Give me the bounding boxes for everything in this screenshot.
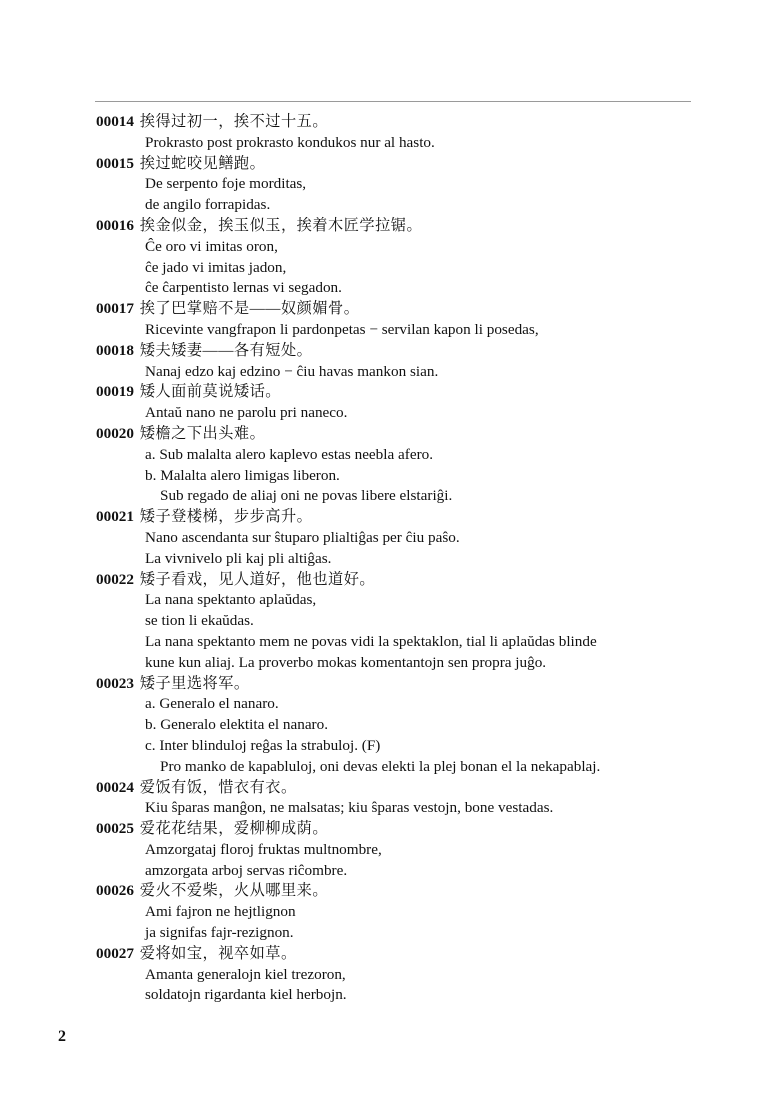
esperanto-translation-line: La vivnivelo pli kaj pli altiĝas.	[145, 549, 332, 567]
entry-number: 00026	[96, 882, 134, 900]
proverb-entry	[96, 819, 696, 881]
chinese-proverb: 矮子登楼梯，步步高升。	[139, 508, 313, 526]
proverb-entry	[96, 424, 696, 507]
esperanto-translation-line: Prokrasto post prokrasto kondukos nur al hasto.	[145, 133, 435, 151]
esperanto-translation-line: de angilo forrapidas.	[145, 196, 271, 214]
entry-heading	[96, 674, 696, 695]
entry-number: 00019	[96, 383, 134, 401]
esperanto-translation-line: La nana spektanto mem ne povas vidi la spektaklon, tial li aplaŭdas blinde	[145, 632, 597, 650]
chinese-proverb: 挨金似金，挨玉似玉，挨着木匠学拉锯。	[139, 216, 423, 234]
entry-number: 00022	[96, 570, 134, 588]
proverb-entry	[96, 216, 696, 299]
page-number: 2	[58, 1028, 66, 1045]
proverb-entry	[96, 341, 696, 383]
esperanto-translation-line: Amanta generalojn kiel trezoron,	[145, 965, 346, 983]
chinese-proverb: 爱火不爱柴，火从哪里来。	[139, 882, 329, 900]
entry-heading	[96, 299, 696, 320]
esperanto-translation-line: a. Generalo el nanaro.	[145, 695, 279, 713]
entry-heading	[96, 112, 696, 133]
chinese-proverb: 爱花花结果，爱柳柳成荫。	[139, 820, 329, 838]
esperanto-translation-line: La nana spektanto aplaŭdas,	[145, 591, 317, 609]
esperanto-translation-line: Sub regado de aliaj oni ne povas libere elstariĝi.	[160, 487, 453, 505]
entry-number: 00027	[96, 944, 134, 962]
entry-heading	[96, 216, 696, 237]
chinese-proverb: 矮檐之下出头难。	[139, 424, 266, 442]
chinese-proverb: 爱将如宝，视卒如草。	[139, 944, 297, 962]
esperanto-translation-line: Ricevinte vangfrapon li pardonpetas − servilan kapon li posedas,	[145, 320, 539, 338]
esperanto-translation-line: Pro manko de kapabluloj, oni devas elekti la plej bonan el la nekapablaj.	[160, 757, 601, 775]
proverb-list	[96, 112, 696, 1006]
entry-heading	[96, 424, 696, 445]
entry-number: 00014	[96, 113, 134, 130]
entry-number: 00015	[96, 154, 134, 172]
entry-heading	[96, 382, 696, 403]
proverb-entry	[96, 112, 696, 154]
esperanto-translation-line: soldatojn rigardanta kiel herbojn.	[145, 986, 347, 1004]
chinese-proverb: 挨得过初一，挨不过十五。	[139, 113, 329, 130]
chinese-proverb: 挨了巴掌赔不是——奴颜媚骨。	[139, 300, 360, 318]
entry-number: 00017	[96, 300, 134, 318]
entry-heading	[96, 778, 696, 799]
entry-heading	[96, 881, 696, 902]
proverb-entry	[96, 570, 696, 674]
esperanto-translation-line: Ĉe oro vi imitas oron,	[145, 237, 278, 255]
esperanto-translation-line: b. Generalo elektita el nanaro.	[145, 716, 329, 734]
proverb-entry	[96, 778, 696, 820]
esperanto-translation-line: Nanaj edzo kaj edzino − ĉiu havas mankon sian.	[145, 362, 439, 380]
proverb-entry	[96, 299, 696, 341]
proverb-entry	[96, 382, 696, 424]
entry-heading	[96, 341, 696, 362]
chinese-proverb: 挨过蛇咬见鳝跑。	[139, 154, 266, 172]
entry-heading	[96, 944, 696, 965]
entry-heading	[96, 154, 696, 175]
proverb-entry	[96, 507, 696, 569]
entry-number: 00023	[96, 674, 134, 692]
chinese-proverb: 矮子里选将军。	[139, 674, 250, 692]
chinese-proverb: 矮夫矮妻——各有短处。	[139, 341, 313, 359]
entry-number: 00024	[96, 778, 134, 796]
entry-number: 00025	[96, 820, 134, 838]
header-rule	[95, 101, 691, 102]
entry-number: 00016	[96, 216, 134, 234]
proverb-entry	[96, 154, 696, 216]
entry-heading	[96, 570, 696, 591]
esperanto-translation-line: ĉe jado vi imitas jadon,	[145, 258, 287, 276]
chinese-proverb: 爱饭有饭，惜衣有衣。	[139, 778, 297, 796]
chinese-proverb: 矮子看戏，见人道好，他也道好。	[139, 570, 376, 588]
proverb-entry	[96, 881, 696, 943]
esperanto-translation-line: c. Inter blinduloj reĝas la strabuloj. (F)	[145, 736, 381, 754]
entry-heading	[96, 507, 696, 528]
esperanto-translation-line: kune kun aliaj. La proverbo mokas komentantojn sen propra juĝo.	[145, 653, 547, 671]
esperanto-translation-line: ĉe ĉarpentisto lernas vi segadon.	[145, 279, 342, 297]
esperanto-translation-line: De serpento foje morditas,	[145, 175, 307, 193]
esperanto-translation-line: se tion li ekaŭdas.	[145, 612, 254, 630]
esperanto-translation-line: Amzorgataj floroj fruktas multnombre,	[145, 840, 382, 858]
entry-heading	[96, 819, 696, 840]
proverb-entry	[96, 944, 696, 1006]
esperanto-translation-line: ja signifas fajr-rezignon.	[145, 924, 294, 942]
esperanto-translation-line: a. Sub malalta alero kaplevo estas neebla afero.	[145, 445, 434, 463]
esperanto-translation-line: Kiu ŝparas manĝon, ne malsatas; kiu ŝparas vestojn, bone vestadas.	[145, 799, 554, 817]
esperanto-translation-line: Ami fajron ne hejtlignon	[145, 903, 296, 921]
esperanto-translation-line: b. Malalta alero limigas liberon.	[145, 466, 340, 484]
entry-number: 00018	[96, 341, 134, 359]
proverb-entry	[96, 674, 696, 778]
esperanto-translation-line: Antaŭ nano ne parolu pri naneco.	[145, 404, 348, 422]
esperanto-translation-line: amzorgata arboj servas riĉombre.	[145, 861, 348, 879]
chinese-proverb: 矮人面前莫说矮话。	[139, 383, 281, 401]
entry-number: 00020	[96, 424, 134, 442]
esperanto-translation-line: Nano ascendanta sur ŝtuparo plialtiĝas per ĉiu paŝo.	[145, 528, 460, 546]
entry-number: 00021	[96, 508, 134, 526]
